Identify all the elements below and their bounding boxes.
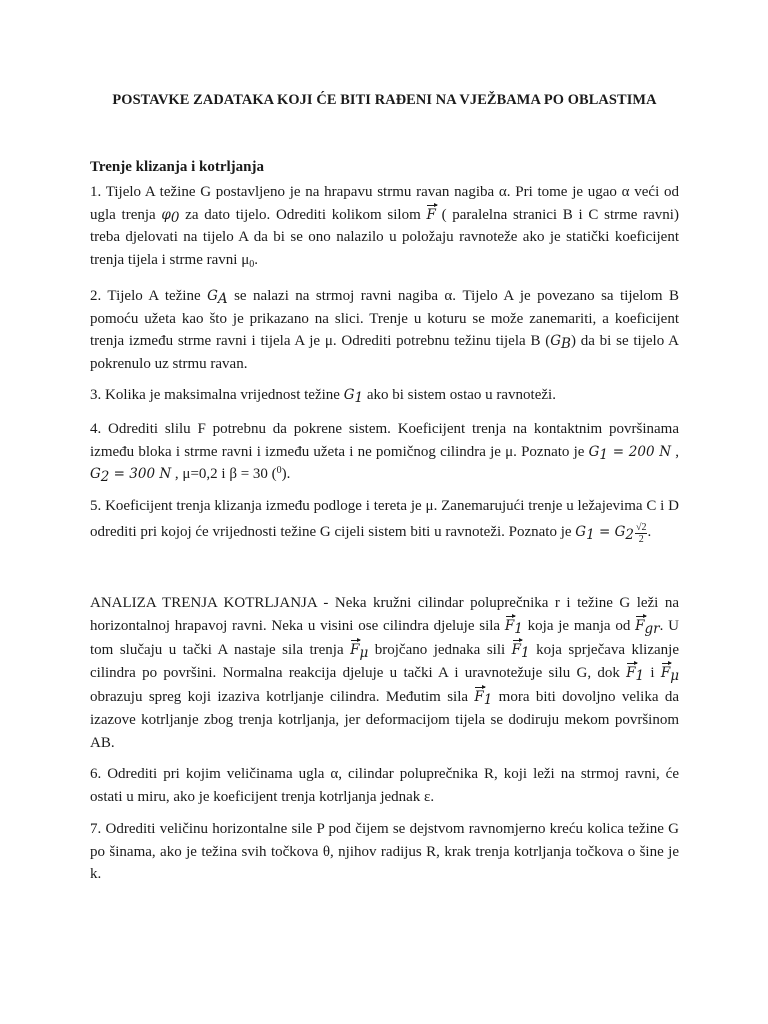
- symbol-mu-sub: 0: [249, 258, 255, 270]
- problem-5-text-b: .: [647, 524, 652, 540]
- analysis-text-h: mora biti dovoljno velika da izazove kotrljanje zbog trenja kotrljanja, jer deformacijom tijela se dodiruju mekom površinom AB.: [90, 688, 680, 752]
- problem-3-text-a: 3. Kolika je maksimalna vrijednost težine: [90, 387, 344, 403]
- symbol-g1: G: [343, 387, 355, 403]
- vector-fmu-sub: μ: [359, 644, 369, 661]
- symbol-ga-sub: A: [217, 291, 228, 307]
- analysis-text-g: obrazuju spreg koji izaziva kotrljanje cilindra. Međutim sila: [90, 688, 475, 705]
- problem-1: [90, 181, 679, 271]
- symbol-gb: G: [550, 333, 562, 349]
- symbol-phi-sub: 0: [170, 209, 180, 226]
- vector-fgr: F: [635, 618, 645, 635]
- symbol-g1-sub: 1: [599, 446, 608, 463]
- problem-4-text-c: , μ=0,2 i β = 30 (: [171, 466, 277, 482]
- vector-f1-sub: 1: [521, 644, 530, 661]
- vector-fmu-sub: μ: [670, 668, 679, 685]
- equation-g2-value: = 300 N: [109, 466, 172, 482]
- vector-fmu: F: [350, 641, 360, 658]
- symbol-g2-sub: 2: [100, 469, 110, 485]
- problem-2-text-b: se nalazi na strmoj ravni nagiba α. Tijelo A je povezano sa tijelom B pomoću užeta kao što je prikazano na slici. Trenje u koturu se može zanemariti, a koeficijent trenja između strme ravni i tijela A je μ. Odrediti potrebnu težinu tijela B (: [90, 288, 679, 349]
- analysis-text-e: koja sprječava klizanje cilindra po površini. Normalna reakcija djeluje u tački A i uravnotežuje silu G, dok: [90, 641, 679, 682]
- vector-f1-sub: 1: [514, 621, 523, 638]
- analysis-text-d: brojčano jednaka sili: [368, 641, 512, 658]
- analysis-text-b: koja je manja od: [522, 618, 636, 635]
- analysis-text-c: . U tom slučaju u tački A nastaje sila trenja: [90, 618, 679, 658]
- vector-f1-sub: 1: [635, 668, 645, 685]
- problem-1-text-c: ( paralelna stranici B i C strme ravni) treba djelovati na tijelo A da bi se ono nalazilo u položaju ravnoteže ako je statički koeficijent trenja tijela i strme ravni μ: [90, 206, 679, 268]
- problem-2: [90, 285, 679, 375]
- problem-4-text-d: ).: [281, 466, 291, 482]
- analysis-text-a: ANALIZA TRENJA KOTRLJANJA - Neka kružni cilindar poluprečnika r i težine G leži na horizontalnoj hrapavoj ravni. Neka u visini ose cilindra djeluje sila: [90, 595, 679, 635]
- symbol-gb-sub: B: [561, 336, 571, 352]
- document-title: POSTAVKE ZADATAKA KOJI ĆE BITI RAĐENI NA VJEŽBAMA PO OBLASTIMA: [112, 92, 657, 108]
- symbol-ga: G: [207, 288, 218, 304]
- analysis-text-f: i: [644, 665, 661, 682]
- problem-5: [90, 493, 679, 545]
- symbol-g1: G: [575, 524, 587, 540]
- symbol-g1-sub: 1: [354, 390, 364, 406]
- problem-1-text-a: 1. Tijelo A težine G postavljeno je na hrapavu strmu ravan nagiba α. Pri tome je ugao α veći od ugla trenja: [90, 184, 679, 223]
- rolling-friction-analysis: [90, 592, 679, 756]
- vector-f1-sub: 1: [483, 691, 493, 708]
- problem-3: [90, 384, 679, 407]
- symbol-g1: G: [588, 443, 600, 460]
- fraction-numerator: √2: [635, 522, 647, 533]
- symbol-g1-sub: 1: [586, 527, 595, 543]
- vector-f1: F: [626, 665, 636, 682]
- problem-5-text-a: 5. Koeficijent trenja klizanja između podloge i tereta je μ. Zanemarujući trenje u ležajevima C i D odrediti pri kojoj će vrijednosti težine G cijeli sistem biti u ravnoteži. Poznato je: [90, 498, 679, 540]
- symbol-g2: G: [90, 466, 101, 482]
- problem-6: 6. Odrediti pri kojim veličinama ugla α, cilindar poluprečnika R, koji leži na strmoj ravni, će ostati u miru, ako je koeficijent trenja kotrljanja jednak ε.: [90, 766, 679, 805]
- degree-superscript: 0: [276, 465, 282, 476]
- problem-2-text-c: ) da bi se tijelo A pokrenulo uz strmu ravan.: [90, 333, 679, 372]
- vector-f1: F: [504, 618, 515, 635]
- symbol-phi: φ: [161, 206, 171, 223]
- problem-7: 7. Odrediti veličinu horizontalne sile P pod čijem se dejstvom ravnomjerno kreću kolica težine G po šinama, ako je težina svih točkova θ, njihov radijus R, krak trenja kotrljanja točkova o šine je k.: [90, 821, 679, 882]
- fraction-denominator: 2: [638, 534, 644, 545]
- fraction-sqrt2-over-2: [635, 522, 648, 545]
- symbol-g2-sub: 2: [625, 527, 634, 543]
- equation-g2: = G: [594, 524, 626, 540]
- section-heading: Trenje klizanja i kotrljanja: [90, 159, 265, 175]
- equation-g1-value: = 200 N: [608, 443, 672, 460]
- problem-4: [90, 418, 679, 486]
- problem-3-text-b: ako bi sistem ostao u ravnoteži.: [363, 387, 556, 403]
- vector-fmu: F: [660, 665, 671, 682]
- vector-f: F: [426, 206, 436, 223]
- problem-1-text-b: za dato tijelo. Odrediti kolikom silom: [179, 206, 427, 223]
- vector-f1: F: [474, 688, 484, 705]
- vector-f1: F: [511, 641, 522, 658]
- problem-4-text-a: 4. Odrediti slilu F potrebnu da pokrene sistem. Koeficijent trenja na kontaktnim površinama između bloka i strme ravni i između užeta i ne pomičnog cilindra je μ. Poznato je: [90, 421, 679, 460]
- problem-4-text-b: ,: [671, 443, 680, 460]
- vector-fgr-sub: gr: [644, 621, 660, 638]
- problem-1-text-d: .: [254, 251, 258, 268]
- problem-2-text-a: 2. Tijelo A težine: [90, 288, 208, 304]
